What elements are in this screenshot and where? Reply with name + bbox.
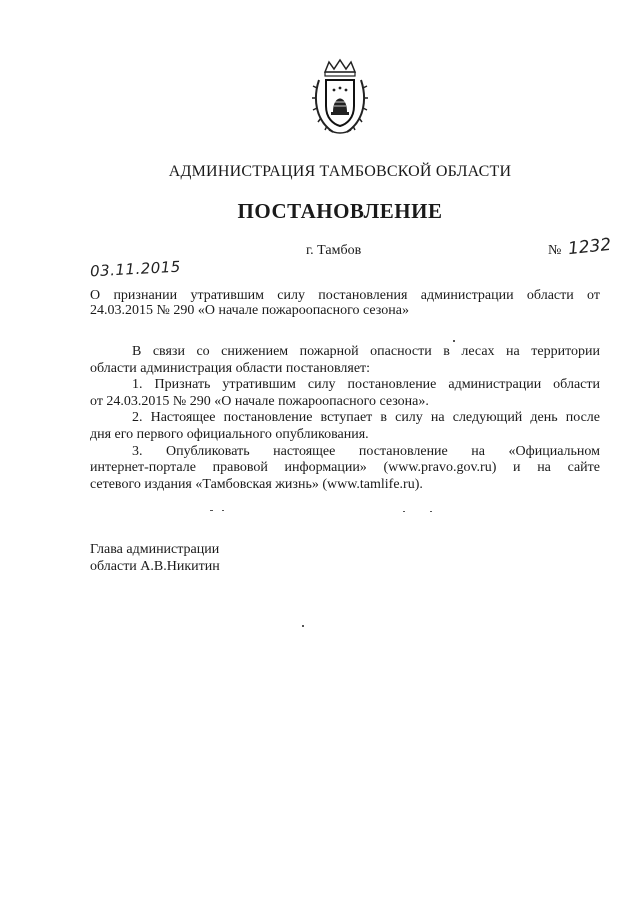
scan-speck xyxy=(222,510,224,511)
scan-speck xyxy=(403,511,405,512)
subject-line: 24.03.2015 № 290 «О начале пожароопасного сезона» xyxy=(90,303,409,318)
signature-block xyxy=(90,542,220,575)
body-line: от 24.03.2015 № 290 «О начале пожароопасного сезона». xyxy=(90,393,429,409)
city-label: г. Тамбов xyxy=(306,243,362,258)
body-line: области администрация области постановляет: xyxy=(90,360,371,376)
body-line: 2. Настоящее постановление вступает в силу на следующий день после xyxy=(132,410,600,426)
organization-name: АДМИНИСТРАЦИЯ ТАМБОВСКОЙ ОБЛАСТИ xyxy=(168,163,512,180)
signature-title: Глава администрации xyxy=(90,542,220,557)
coat-of-arms-icon xyxy=(311,58,369,136)
body-line: В связи со снижением пожарной опасности в лесах на территории xyxy=(132,344,600,359)
signature-name: области А.В.Никитин xyxy=(90,558,220,574)
scan-speck xyxy=(430,511,432,512)
subject-line: О признании утратившим силу постановления администрации области от xyxy=(90,288,600,303)
scan-speck xyxy=(453,340,455,342)
body-line: дня его первого официального опубликования. xyxy=(90,426,369,442)
document-subject xyxy=(90,288,600,318)
document-title: ПОСТАНОВЛЕНИЕ xyxy=(237,199,443,223)
body-line: 3. Опубликовать настоящее постановление на «Официальном xyxy=(132,443,600,459)
body-line: интернет-портале правовой информации» (www.pravo.gov.ru) и на сайте xyxy=(90,460,600,476)
document-body xyxy=(90,344,600,493)
body-line: 1. Признать утратившим силу постановление администрации области xyxy=(132,377,600,393)
number-sign: № xyxy=(548,243,562,258)
scan-speck xyxy=(210,510,213,511)
body-line: сетевого издания «Тамбовская жизнь» (www.tamlife.ru). xyxy=(90,476,423,492)
scan-speck xyxy=(302,625,304,627)
document-number-handwritten: 1232 xyxy=(567,234,613,260)
document-date-handwritten: 03.11.2015 xyxy=(89,257,182,281)
